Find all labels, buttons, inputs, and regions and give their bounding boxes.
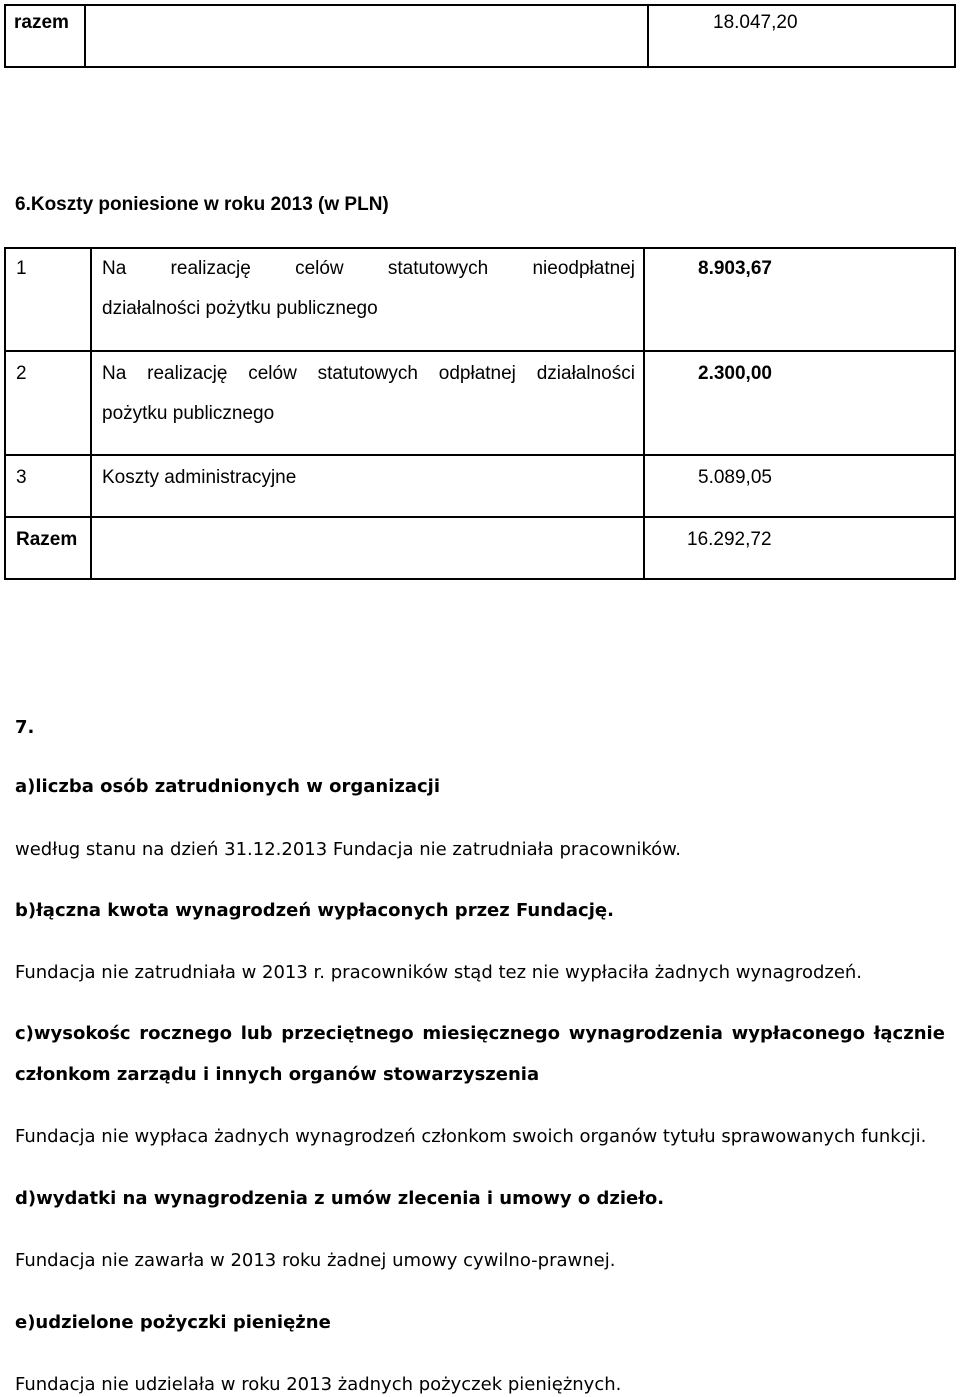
table-cell-num [5,248,91,351]
table-cell-desc [91,455,644,517]
table-cell-label [5,5,85,67]
row-number: 1 [16,258,27,279]
table-cell-desc [91,248,644,351]
section-7b-text: Fundacja nie zatrudniała w 2013 r. pracowników stąd tez nie wypłaciła żadnych wynagrodzeń. [15,962,863,983]
word: łącznie [873,1023,945,1044]
word: statutowych [317,363,418,384]
row-description-line2: pożytku publicznego [102,403,275,424]
section-7d-title: d)wydatki na wynagrodzenia z umów zlecenia i umowy o dzieło. [15,1188,665,1209]
total-value: 16.292,72 [687,529,772,550]
section-7e-text: Fundacja nie udzielała w roku 2013 żadnych pożyczek pieniężnych. [15,1374,622,1395]
top-total-label: razem [14,12,69,33]
table-cell-total-label [5,517,91,579]
word: realizację [170,258,251,279]
section-7b-title: b)łączna kwota wynagrodzeń wypłaconych przez Fundację. [15,900,614,921]
row-description-line1 [102,363,635,385]
section-7-heading: 7. [15,717,35,738]
word: przeciętnego [281,1023,414,1044]
row-value: 2.300,00 [698,363,772,384]
word: celów [295,258,344,279]
row-number: 3 [16,467,27,488]
summary-table-top [4,4,956,68]
table-row [5,455,955,517]
table-cell-desc [91,351,644,455]
word: Na [102,363,127,384]
table-row [5,248,955,351]
word: c)wysokośc [15,1023,131,1044]
table-row [5,5,955,67]
section-7e-title: e)udzielone pożyczki pieniężne [15,1312,331,1333]
word: miesięcznego [422,1023,561,1044]
row-number: 2 [16,363,27,384]
table-cell-total-value [644,517,955,579]
word: Na [102,258,127,279]
section-7c-text: Fundacja nie wypłaca żadnych wynagrodzeń członkom swoich organów tytułu sprawowanych funkcji. [15,1126,927,1147]
table-row [5,351,955,455]
table-cell-empty [91,517,644,579]
section-7c-title-line2: członkom zarządu i innych organów stowarzyszenia [15,1064,540,1085]
table-cell-value [648,5,955,67]
table-cell-value [644,248,955,351]
row-value: 5.089,05 [698,467,772,488]
table-row-total [5,517,955,579]
word: wynagrodzenia [568,1023,723,1044]
row-description-line1 [102,258,635,280]
row-value: 8.903,67 [698,258,772,279]
word: działalności [536,363,635,384]
section-7a-title: a)liczba osób zatrudnionych w organizacji [15,776,440,797]
word: celów [248,363,297,384]
table-cell-num [5,455,91,517]
table-cell-value [644,455,955,517]
word: nieodpłatnej [532,258,635,279]
word: wypłaconego [731,1023,866,1044]
table-cell-num [5,351,91,455]
section-6-heading: 6.Koszty poniesione w roku 2013 (w PLN) [15,194,389,215]
word: realizację [147,363,228,384]
word: rocznego [139,1023,232,1044]
word: lub [240,1023,273,1044]
costs-table [4,247,956,580]
table-cell-value [644,351,955,455]
word: odpłatnej [438,363,516,384]
word: statutowych [387,258,489,279]
total-label: Razem [16,529,78,550]
section-7a-text: według stanu na dzień 31.12.2013 Fundacja nie zatrudniała pracowników. [15,839,681,860]
section-7d-text: Fundacja nie zawarła w 2013 roku żadnej umowy cywilno-prawnej. [15,1250,616,1271]
section-7c-title-line1 [15,1023,945,1044]
top-total-value: 18.047,20 [713,12,798,33]
row-description: Koszty administracyjne [102,467,297,488]
row-description-line2: działalności pożytku publicznego [102,298,378,319]
table-cell-empty [85,5,648,67]
